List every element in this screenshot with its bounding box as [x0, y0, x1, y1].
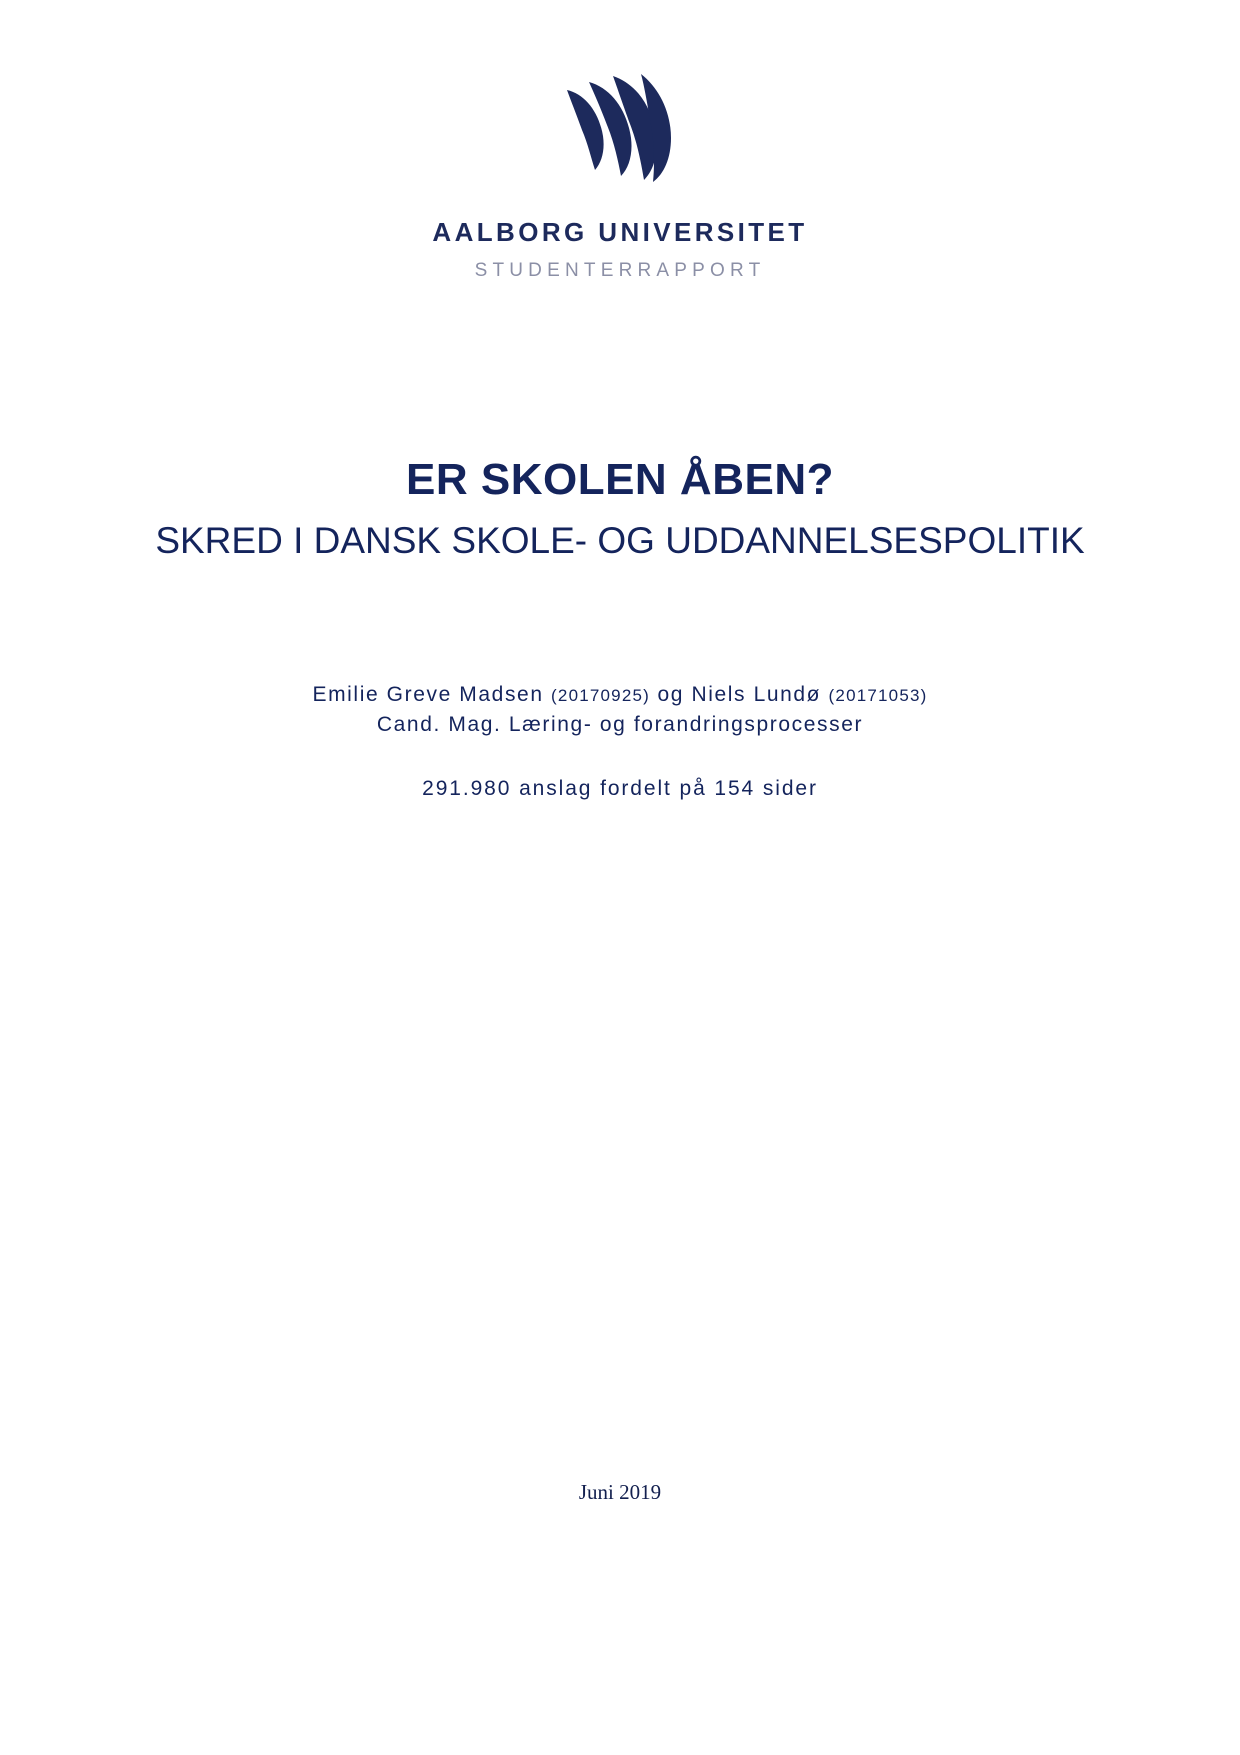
date-block — [0, 1480, 1240, 1505]
logo-block — [0, 70, 1240, 282]
author-two-id: (20171053) — [828, 686, 928, 705]
university-name: AALBORG UNIVERSITET — [432, 217, 808, 247]
report-type-label: STUDENTERRAPPORT — [474, 260, 766, 281]
character-count-line: 291.980 anslag fordelt på 154 sider — [422, 776, 818, 800]
author-one-id: (20170925) — [551, 686, 651, 705]
author-two-name: Niels Lundø — [691, 683, 822, 706]
aalborg-university-wave-logo-icon — [555, 70, 685, 185]
page-title: ER SKOLEN ÅBEN? — [406, 455, 834, 504]
programme-line: Cand. Mag. Læring- og forandringsprocesser — [376, 713, 864, 737]
title-block — [0, 455, 1240, 562]
authors-line — [0, 680, 1240, 710]
author-one-name: Emilie Greve Madsen — [312, 683, 544, 706]
publication-date: Juni 2019 — [578, 1480, 662, 1504]
page-subtitle: SKRED I DANSK SKOLE- OG UDDANNELSESPOLITIK — [155, 519, 1085, 561]
authors-conjunction: og — [657, 683, 685, 706]
author-block — [0, 680, 1240, 801]
